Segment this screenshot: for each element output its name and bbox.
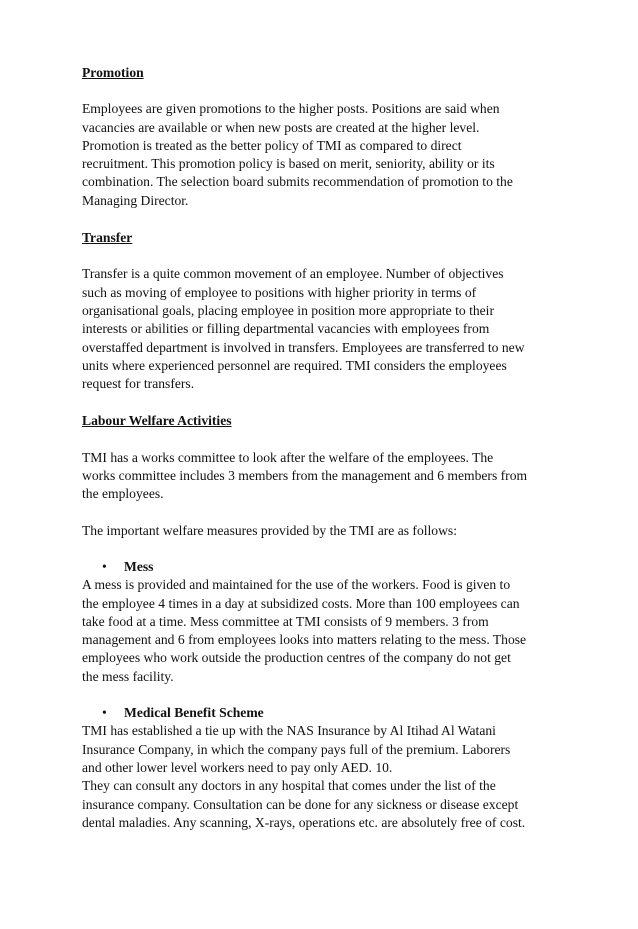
text-line: take food at a time. Mess committee at TMI consists of 9 members. 3 from (82, 613, 489, 629)
text-line: They can consult any doctors in any hospital that comes under the list of the (82, 778, 496, 794)
medical-paragraph (82, 722, 582, 832)
text-line: employees who work outside the production centres of the company do not get (82, 650, 511, 666)
section-heading-welfare: Labour Welfare Activities (82, 413, 232, 429)
text-line: interests or abilities or filling departmental vacancies with employees from (82, 321, 490, 337)
spacer (82, 431, 582, 449)
text-line: units where experienced personnel are required. TMI considers the employees (82, 357, 507, 373)
text-line: dental maladies. Any scanning, X-rays, operations etc. are absolutely free of cost. (82, 814, 526, 830)
text-line: request for transfers. (82, 376, 195, 392)
section-heading-promotion: Promotion (82, 65, 144, 80)
spacer (82, 393, 582, 412)
text-line: recruitment. This promotion policy is based on merit, seniority, ability or its (82, 156, 495, 172)
spacer (82, 540, 582, 558)
text-line: Insurance Company, in which the company pays full of the premium. Laborers (82, 741, 511, 757)
text-line: overstaffed department is involved in transfers. Employees are transferred to new (82, 339, 525, 355)
text-line: management and 6 from employees looks into matters relating to the mess. Those (82, 632, 527, 648)
text-line: and other lower level workers need to pay only AED. 10. (82, 759, 393, 775)
spacer (82, 504, 582, 522)
text-line: such as moving of employee to positions with higher priority in terms of (82, 284, 477, 300)
text-line: combination. The selection board submits recommendation of promotion to the (82, 174, 513, 190)
bullet-mess (82, 558, 582, 576)
promotion-paragraph (82, 100, 582, 210)
text-line: Transfer is a quite common movement of an employee. Number of objectives (82, 266, 504, 282)
text-line: vacancies are available or when new posts are created at the higher level. (82, 119, 480, 135)
text-line: TMI has a works committee to look after the welfare of the employees. The (82, 449, 494, 465)
spacer (82, 82, 582, 100)
spacer (82, 686, 582, 704)
bullet-icon: • (102, 558, 107, 574)
text-line: the employees. (82, 486, 164, 502)
text-line: the mess facility. (82, 668, 174, 684)
welfare-intro-paragraph (82, 449, 582, 504)
text-line: insurance company. Consultation can be done for any sickness or disease except (82, 796, 519, 812)
text-line: A mess is provided and maintained for the use of the workers. Food is given to (82, 577, 511, 593)
bullet-medical (82, 704, 582, 722)
spacer (82, 210, 582, 229)
text-line: Promotion is treated as the better policy of TMI as compared to direct (82, 137, 462, 153)
section-heading-transfer: Transfer (82, 230, 133, 246)
bullet-title-mess: Mess (124, 558, 154, 574)
text-line: Employees are given promotions to the higher posts. Positions are said when (82, 101, 500, 117)
transfer-paragraph (82, 265, 582, 393)
text-line: works committee includes 3 members from the management and 6 members from (82, 468, 528, 484)
document-page (82, 64, 582, 832)
welfare-measures-line: The important welfare measures provided by the TMI are as follows: (82, 522, 457, 538)
text-line: Managing Director. (82, 192, 189, 208)
spacer (82, 247, 582, 265)
text-line: organisational goals, placing employee in position more appropriate to their (82, 302, 494, 318)
bullet-icon: • (102, 705, 107, 721)
mess-paragraph (82, 576, 582, 686)
bullet-title-medical: Medical Benefit Scheme (124, 705, 264, 721)
text-line: the employee 4 times in a day at subsidized costs. More than 100 employees can (82, 595, 520, 611)
text-line: TMI has established a tie up with the NAS Insurance by Al Itihad Al Watani (82, 723, 496, 739)
